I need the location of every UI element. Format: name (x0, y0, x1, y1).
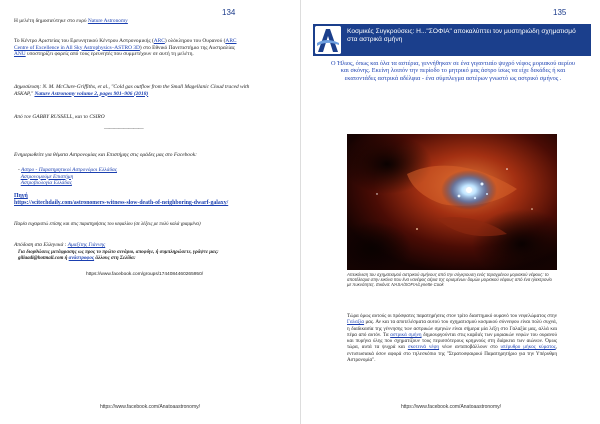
facebook-intro: Ενημερωθείτε για θέματα Αστρονομίας και Επιστήμης στις ομάδες μας στο Facebook: (14, 152, 197, 158)
separator: ———————— (104, 126, 144, 132)
citation-link[interactable]: Nature Astronomy volume 2, pages 901–906 (2018) (34, 90, 149, 97)
group-link[interactable]: Αστρονομούμε Επιστήμη (20, 173, 74, 180)
author-line: Από τον GABBY RUSSELL, και το CSIRO (14, 114, 105, 120)
facebook-group-url[interactable]: https://www.facebook.com/groups/1744084460265950/ (86, 272, 204, 277)
page-footer: https://www.facebook.com/Anatoaastronomy/ (99, 404, 201, 410)
reply-note: Παρέα ευχαριστώ επίσης και στις παρατηρήσεις του κεφαλίου (σε λέξεις με πολύ καλά γραμμένα) (14, 222, 201, 227)
image-caption: Απεικόνιση του σχηματισμού αστρικού σμήνους από την σύγκρουση ενός ταραγμένου μοριακού νέφους: το αποτέλεσμα στην εικόνα που ένα νανέφος αέρια της ορισμένων δομών μοριακού νέφους από ένα ηλεκτρονίο με πυκνότητες. Εικόνα: NASA/SOFIA/Lynette Cook (347, 272, 552, 288)
source-url-link[interactable]: https://scitechdaily.com/astronomers-witness-slow-death-of-neighboring-dwarf-galaxy/ (14, 200, 229, 206)
page-number: 134 (222, 8, 236, 17)
body-paragraph: Τώρα όμως αυτούς οι πρόσφατες παρατηρήσεις στον τρίτο διαστημικό ουρανό του νεφελώματος στην Γαλαξία μας. Αν και τα αποτελέσματα αυτού του σχηματισμού κοσμικού σύννεφου είναι πολύ συχνά, η διαδικασία της γέννησης των αστρικών σμηνών είναι σήμερα μία λέξη στο Γαλαξία μας, αλλά και πέρα από αυτόν. Τα αστρικά σμήνη δημιουργούνται στις καρδιές των μοριακών νεφών του ουρανού και πυρήνα ύλης που σχηματίζουν τους περισσότερους κρημνούς στη διάρκεια των αιώνων. Όμως τώρα, αυτά τα ψυχρά και σκοτεινά νέφη νέων ανταποβάλλουν στο υπέρυθρο μήκος κύματος, εντυπωσιακά όσον αφορά στο τηλεσκόπιο της "Στρατοσφαιρικό Παρατηρητήριο για την Υπέρυθρη Αστρονομία". (347, 313, 557, 364)
intro-paragraph: Ο Ήλιος, όπως και όλα τα αστέρια, γεννήθηκαν σε ένα γιγαντιαίο ψυχρό νέφος μοριακού αερίου και σκόνης. Εκείνη λοιπόν την περίοδο το μητρικό μας άστρο ίσως να είχε δεκάδες ή και εκατοντάδες αστρικά αδέλφια - ένα σύμπλεγμα αστέρων γνωστό ως αστρικό σμήνος . (331, 60, 575, 82)
nature-astronomy-link[interactable]: Nature Astronomy (87, 18, 128, 24)
article-header (313, 24, 591, 56)
group-link[interactable]: Αστροβιολογία Ελλάδας (20, 180, 72, 187)
study-publication-line: Η μελέτη δημοσιεύτηκε στο ευρύ Nature Astronomy (14, 18, 128, 24)
group-link[interactable]: Αστρο - Παρατηρητικοί Αστρονόμοι Ελλάδας (21, 167, 117, 173)
translation-line: Απόδοση στα Ελληνικά : Αμαξίτης Γιάννης (14, 242, 106, 248)
article-title: Κοσμικές Συγκρούσεις: Η..."ΣΟΦΙΑ" αποκαλύπτει τον μυστηριώδη σχηματισμό στα αστρικά σμήνη (347, 28, 576, 43)
page-footer: https://www.facebook.com/Anatoaastronomy/ (400, 404, 502, 410)
star-cluster-illustration (347, 134, 557, 270)
rights-link[interactable]: ανάστροφος (68, 256, 95, 262)
arc-link[interactable]: ARC (153, 38, 165, 44)
facebook-groups-list: - Αστρο - Παρατηρητικοί Αστρονόμοι Ελλάδας Αστρονομούμε Επιστήμη Αστροβιολογία Ελλάδας (18, 167, 117, 187)
star-cluster-link[interactable]: αστρικά σμήνη (390, 331, 422, 338)
rights-paragraph: Για διορθώσεις μετάφρασης ως προς το πρώτο σενάριο, αποφύγε, ή συμπληρώσετε, γράψτε μας: giliaadi@hotmail.com ή ανάστροφος άλλους στη Σελίδα: (18, 250, 219, 262)
anu-link[interactable]: ANU (14, 51, 26, 58)
translator-link[interactable]: Αμαξίτης Γιάννης (67, 242, 106, 248)
right-page (300, 0, 600, 424)
dark-clouds-link[interactable]: σκοτεινά νέφη (407, 344, 440, 351)
page-number: 135 (553, 8, 567, 17)
centre-of-excellence-paragraph: Το Κέντρο Αριστείας του Ερευνητικού Κέντρου Αστρονομικής (ARC) ολόκληρου του Ουρανού (ARC Centre of Excellence in All Sky Astrophysics–ASTRO 3D) στο Εθνικό Πανεπιστήμιο της Αυστραλίας ANU υποστηρίζει φορείς από τους ερευνητές που συμμετέχουν σε αυτή τη μελέτη. (14, 38, 237, 58)
astro3d-link[interactable]: ARC Centre of Excellence in All Sky Astrophysics–ASTRO 3D (14, 38, 237, 51)
astronomy-a-logo-icon (315, 26, 341, 54)
nebula-image (347, 134, 557, 270)
infrared-link[interactable]: υπέρυθρο μήκος κύματος (500, 344, 556, 351)
galaxy-link[interactable]: Γαλαξία (347, 319, 365, 326)
source-label: Πηγή (14, 193, 28, 199)
citation: Δημοσίευση: N. M. McClure-Griffiths, et al., "Cold gas outflow from the Small Magellanic Cloud traced with ASKAP," Nature Astronomy volume 2, pages 901–906 (2018) (14, 84, 250, 97)
